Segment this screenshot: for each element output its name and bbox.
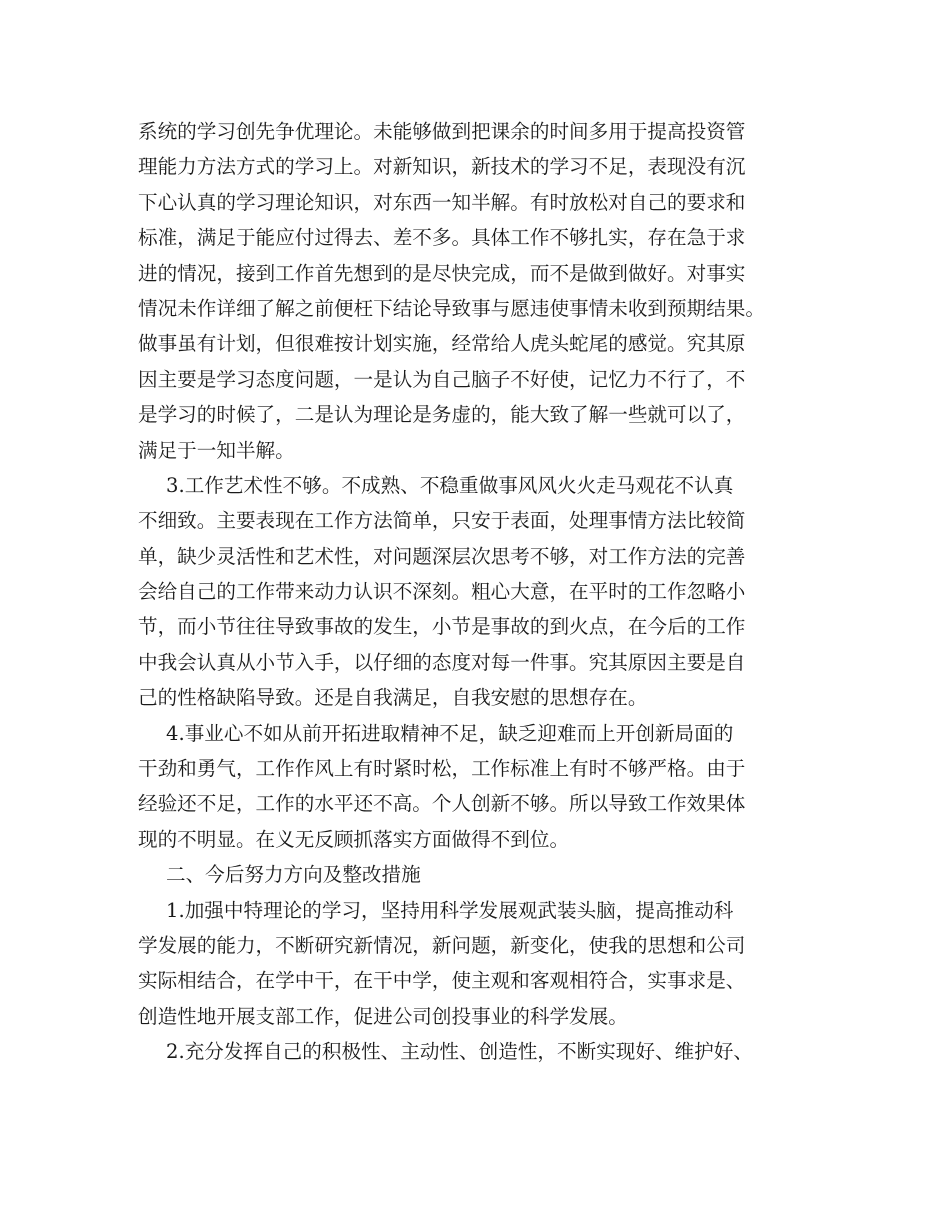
text-line: 己的性格缺陷导致。还是自我满足，自我安慰的思想存在。 [138,686,648,710]
paragraph-start-line: 4.事业心不如从前开拓进取精神不足，缺乏迎难而上开创新局面的 [166,721,734,745]
text-line: 理能力方法方式的学习上。对新知识，新技术的学习不足，表现没有沉 [138,155,746,179]
text-line: 节，而小节往往导致事故的发生，小节是事故的到火点，在今后的工作 [138,615,746,639]
text-line: 做事虽有计划，但很难按计划实施，经常给人虎头蛇尾的感觉。究其原 [138,332,746,356]
text-line: 会给自己的工作带来动力认识不深刻。粗心大意，在平时的工作忽略小 [138,580,746,604]
text-line: 单，缺少灵活性和艺术性，对问题深层次思考不够，对工作方法的完善 [138,544,746,568]
text-line: 创造性地开展支部工作，促进公司创投事业的科学发展。 [138,1004,628,1028]
text-line: 情况未作详细了解之前便枉下结论导致事与愿违使事情未收到预期结果。 [138,296,765,320]
paragraph-start-line: 1.加强中特理论的学习，坚持用科学发展观武装头脑，提高推动科 [166,898,734,922]
document-body [138,114,838,1070]
text-line: 进的情况，接到工作首先想到的是尽快完成，而不是做到做好。对事实 [138,261,746,285]
text-line: 实际相结合，在学中干，在干中学，使主观和客观相符合，实事求是、 [138,969,746,993]
text-line: 中我会认真从小节入手，以仔细的态度对每一件事。究其原因主要是自 [138,650,746,674]
text-line: 现的不明显。在义无反顾抓落实方面做得不到位。 [138,827,570,851]
text-line: 系统的学习创先争优理论。未能够做到把课余的时间多用于提高投资管 [138,120,746,143]
text-line: 学发展的能力，不断研究新情况，新问题，新变化，使我的思想和公司 [138,933,746,957]
text-line: 标准，满足于能应付过得去、差不多。具体工作不够扎实，存在急于求 [138,226,746,250]
text-line: 是学习的时候了，二是认为理论是务虚的，能大致了解一些就可以了， [138,403,746,427]
text-line: 干劲和勇气，工作作风上有时紧时松，工作标准上有时不够严格。由于 [138,757,746,781]
text-line: 下心认真的学习理论知识，对东西一知半解。有时放松对自己的要求和 [138,190,746,214]
text-line: 经验还不足，工作的水平还不高。个人创新不够。所以导致工作效果体 [138,792,746,816]
text-line: 因主要是学习态度问题，一是认为自己脑子不好使，记忆力不行了，不 [138,367,746,391]
paragraph-start-line: 2.充分发挥自己的积极性、主动性、创造性，不断实现好、维护好、 [166,1040,753,1064]
paragraph-start-line: 3.工作艺术性不够。不成熟、不稳重做事风风火火走马观花不认真 [166,473,734,497]
text-line: 满足于一知半解。 [138,438,295,462]
text-line: 不细致。主要表现在工作方法简单，只安于表面，处理事情方法比较简 [138,509,746,533]
section-heading: 二、今后努力方向及整改措施 [166,863,421,887]
